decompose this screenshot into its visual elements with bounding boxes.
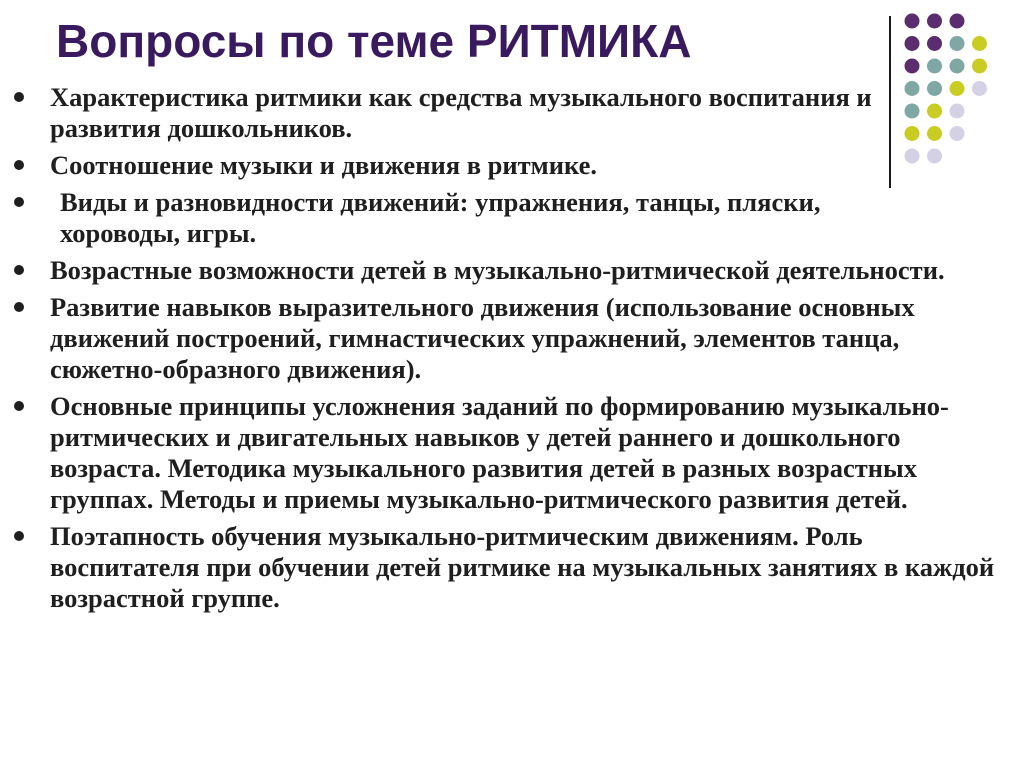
decorative-dot	[950, 14, 965, 29]
bullet-text: Виды и разновидности движений: упражнения, танцы, пляски, хороводы, игры.	[60, 187, 821, 248]
bullet-marker	[14, 531, 24, 541]
bullet-item	[14, 292, 1016, 385]
decorative-dot	[972, 59, 987, 74]
bullet-marker	[14, 160, 24, 170]
bullet-text: Возрастные возможности детей в музыкально-ритмической деятельности.	[50, 255, 945, 285]
bullet-item	[14, 391, 1016, 515]
bullet-list	[14, 82, 1016, 620]
decorative-dot	[905, 14, 920, 29]
bullet-marker	[14, 401, 24, 411]
decorative-dot	[905, 36, 920, 51]
decorative-dot	[927, 59, 942, 74]
decorative-dot	[950, 36, 965, 51]
bullet-text: Развитие навыков выразительного движения (использование основных движений построений, гимнастических упражнений, элементов танца, сюжетно-образного движения).	[50, 292, 915, 384]
bullet-marker	[14, 92, 24, 102]
bullet-item	[14, 150, 900, 181]
bullet-text: Поэтапность обучения музыкально-ритмическим движениям. Роль воспитателя при обучении детей ритмике на музыкальных занятиях в каждой возрастной группе.	[50, 521, 995, 613]
bullet-marker	[14, 265, 24, 275]
slide-title: Вопросы по теме РИТМИКА	[56, 15, 692, 67]
decorative-dot	[927, 14, 942, 29]
bullet-text: Характеристика ритмики как средства музыкального воспитания и развития дошкольников.	[50, 82, 872, 143]
bullet-item	[14, 521, 1016, 614]
decorative-dot	[950, 59, 965, 74]
decorative-dot	[927, 36, 942, 51]
bullet-text: Основные принципы усложнения заданий по формированию музыкально-ритмических и двигательных навыков у детей раннего и дошкольного возраста. Методика музыкального развития детей в разных возрастных группах. Методы и приемы музыкально-ритмического развития детей.	[50, 391, 949, 514]
decorative-dot	[972, 36, 987, 51]
bullet-item	[14, 187, 930, 249]
bullet-marker	[14, 197, 24, 207]
bullet-text: Соотношение музыки и движения в ритмике.	[50, 150, 597, 180]
decorative-dot	[905, 59, 920, 74]
bullet-item	[14, 255, 1016, 286]
bullet-marker	[14, 302, 24, 312]
bullet-item	[14, 82, 900, 144]
